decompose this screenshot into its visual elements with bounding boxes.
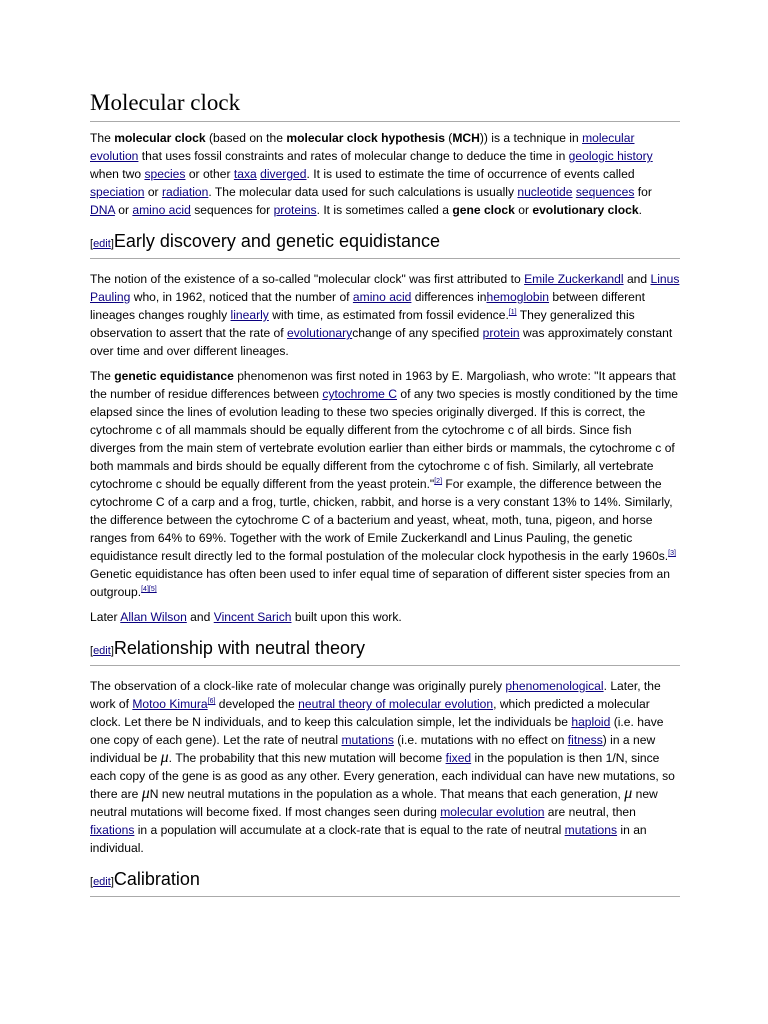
page-title: Molecular clock [90,88,680,122]
term-molecular-clock: molecular clock [114,131,206,145]
section-1-paragraph-3: Later Allan Wilson and Vincent Sarich built upon this work. [90,610,402,624]
edit-link-section-1[interactable]: edit [93,238,111,250]
link-mutations[interactable]: mutations [341,733,394,747]
link-dna[interactable]: DNA [90,203,115,217]
citation-3[interactable]: [3] [668,549,676,557]
intro-paragraph: The molecular clock (based on the molecular clock hypothesis (MCH)) is a technique in molecular evolution that uses fossil constraints and rates of molecular change to deduce the time in geologic history when two species or other taxa diverged. It is used to estimate the time of occurrence of events called speciation or radiation. The molecular data used for such calculations is usually nucleotide sequences for DNA or amino acid sequences for proteins. It is sometimes called a gene clock or evolutionary clock. [90,131,653,217]
link-species[interactable]: species [144,167,186,181]
citation-4-5[interactable]: [4][5] [141,585,157,593]
term-gene-clock: gene clock [452,203,515,217]
term-mch: MCH [452,131,480,145]
link-linearly[interactable]: linearly [230,308,269,322]
link-cytochrome-c[interactable]: cytochrome C [322,387,398,401]
section-heading-neutral-theory: [edit]Relationship with neutral theory [90,636,680,666]
link-vincent-sarich[interactable]: Vincent Sarich [213,610,292,624]
edit-link-section-3[interactable]: edit [93,876,111,888]
edit-link-wrapper: [edit] [90,238,114,250]
section-1-paragraph-1: The notion of the existence of a so-called "molecular clock" was first attributed to Emile Zuckerkandl and Linus Pauling who, in 1962, noticed that the number of amino acid differences inhemoglobin between different lineages changes roughly linearly with time, as estimated from fossil evidence.[1] They generalized this observation to assert that the rate of evolutionarychange of any specified protein was approximately constant over time and over different lineages. [90,272,680,358]
article-content [90,88,680,897]
section-heading-calibration: [edit]Calibration [90,867,680,897]
citation-2[interactable]: [2] [434,477,443,485]
link-amino-acid-2[interactable]: amino acid [352,290,412,304]
link-molecular-evolution[interactable]: molecular evolution [90,131,635,163]
link-fixations[interactable]: fixations [90,823,135,837]
link-fixed[interactable]: fixed [445,751,472,765]
link-radiation[interactable]: radiation [161,185,209,199]
citation-6[interactable]: [6] [207,697,216,705]
term-evolutionary-clock: evolutionary clock [532,203,639,217]
link-haploid[interactable]: haploid [571,715,611,729]
link-amino-acid[interactable]: amino acid [132,203,191,217]
link-phenomenological[interactable]: phenomenological [505,679,604,693]
link-mutations-2[interactable]: mutations [564,823,618,837]
section-2-paragraph-1: The observation of a clock-like rate of molecular change was originally purely phenomenological. Later, the work of Motoo Kimura[6] developed the neutral theory of molecular evolution, which predicted a molecular clock. Let there be N individuals, and to keep this calculation simple, let the individuals be haploid (i.e. have one copy of each gene). Let the rate of neutral mutations (i.e. mutations with no effect on fitness) in a new individual be μ. The probability that this new mutation will become fixed in the population is then 1/N, since each copy of the gene is as good as any other. Every generation, each individual can have new mutations, so there are μN new neutral mutations in the population as a whole. That means that each generation, μ new neutral mutations will become fixed. If most changes seen during molecular evolution are neutral, then fixations in a population will accumulate at a clock-rate that is equal to the rate of neutral mutations in an individual. [90,679,675,855]
link-proteins[interactable]: proteins [273,203,317,217]
link-diverged[interactable]: diverged [260,167,307,181]
link-taxa[interactable]: taxa [233,167,257,181]
link-nucleotide[interactable]: nucleotide [517,185,573,199]
mu-symbol: μ [624,785,633,802]
link-hemoglobin[interactable]: hemoglobin [486,290,550,304]
link-allan-wilson[interactable]: Allan Wilson [120,610,187,624]
mu-symbol: μ [141,785,150,802]
term-genetic-equidistance: genetic equidistance [114,369,234,383]
link-protein[interactable]: protein [482,326,520,340]
edit-link-section-2[interactable]: edit [93,645,111,657]
term-molecular-clock-hypothesis: molecular clock hypothesis [286,131,445,145]
link-neutral-theory[interactable]: neutral theory of molecular evolution [298,697,494,711]
link-emile-zuckerkandl[interactable]: Emile Zuckerkandl [524,272,624,286]
link-speciation[interactable]: speciation [90,185,145,199]
section-heading-early-discovery: [edit]Early discovery and genetic equidistance [90,229,680,259]
edit-link-wrapper: [edit] [90,876,114,888]
link-molecular-evolution-2[interactable]: molecular evolution [440,805,545,819]
link-fitness[interactable]: fitness [567,733,603,747]
mu-symbol: μ [160,749,169,766]
link-geologic-history[interactable]: geologic history [568,149,653,163]
link-evolutionary[interactable]: evolutionary [286,326,353,340]
edit-link-wrapper: [edit] [90,645,114,657]
link-sequences[interactable]: sequences [575,185,635,199]
section-1-paragraph-2: The genetic equidistance phenomenon was first noted in 1963 by E. Margoliash, who wrote: "It appears that the number of residue differences between cytochrome C of any two species is mostly conditioned by the time elapsed since the lines of evolution leading to these two species originally diverged. If this is correct, the cytochrome c of all mammals should be equally different from the cytochrome c of all birds. Since fish diverges from the main stem of vertebrate evolution earlier than either birds or mammals, the cytochrome c of both mammals and birds should be equally different from the cytochrome c of fish. Similarly, all vertebrate cytochrome c should be equally different from the yeast protein."[2] For example, the difference between the cytochrome C of a carp and a frog, turtle, chicken, rabbit, and horse is a very constant 13% to 14%. Similarly, the difference between the cytochrome C of a bacterium and yeast, wheat, moth, tuna, pigeon, and horse ranges from 64% to 69%. Together with the work of Emile Zuckerkandl and Linus Pauling, the genetic equidistance result directly led to the formal postulation of the molecular clock hypothesis in the early 1960s.[3] Genetic equidistance has often been used to infer equal time of separation of different sister species from an outgroup.[4][5] [90,369,678,599]
link-linus-pauling[interactable]: Linus Pauling [90,272,680,304]
citation-1[interactable]: [1] [508,308,517,316]
link-motoo-kimura[interactable]: Motoo Kimura [132,697,208,711]
